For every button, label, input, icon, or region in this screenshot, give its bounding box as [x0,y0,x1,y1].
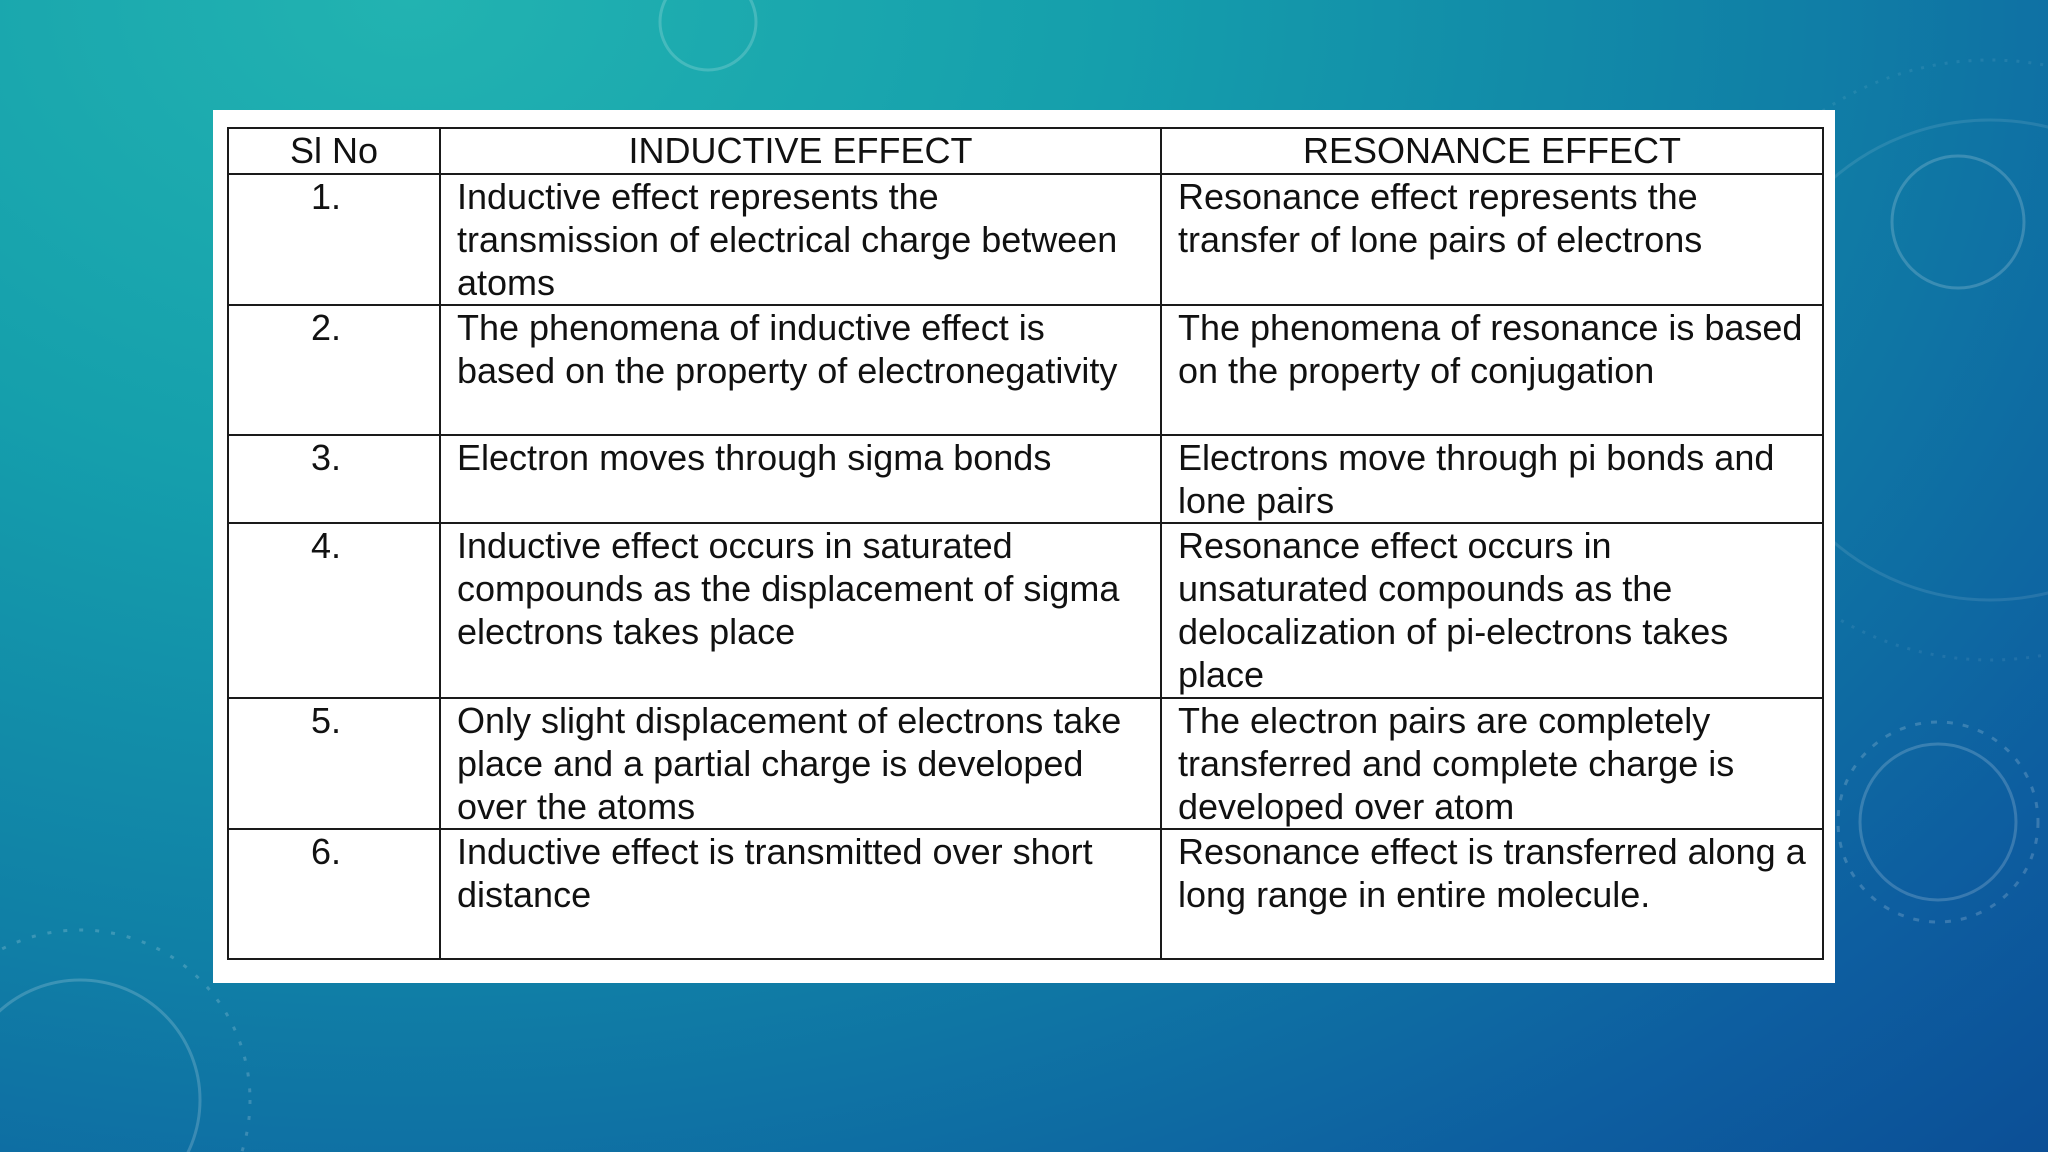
inductive-cell: Electron moves through sigma bonds [440,435,1161,523]
resonance-cell: The electron pairs are completely transferred and complete charge is developed over atom [1161,698,1823,829]
row-number: 1. [228,174,440,305]
inductive-cell: Inductive effect is transmitted over short distance [440,829,1161,959]
resonance-cell: Resonance effect is transferred along a long range in entire molecule. [1161,829,1823,959]
resonance-cell: The phenomena of resonance is based on the property of conjugation [1161,305,1823,435]
table-row [228,698,1823,829]
resonance-cell: Resonance effect represents the transfer of lone pairs of electrons [1161,174,1823,305]
header-sl-no: Sl No [228,128,440,174]
inductive-cell: Inductive effect represents the transmission of electrical charge between atoms [440,174,1161,305]
inductive-cell: The phenomena of inductive effect is based on the property of electronegativity [440,305,1161,435]
table-header-row [228,128,1823,174]
table-row [228,305,1823,435]
table-row [228,435,1823,523]
inductive-cell: Only slight displacement of electrons take place and a partial charge is developed over the atoms [440,698,1161,829]
table-row [228,523,1823,698]
resonance-cell: Electrons move through pi bonds and lone pairs [1161,435,1823,523]
row-number: 4. [228,523,440,698]
inductive-cell: Inductive effect occurs in saturated compounds as the displacement of sigma electrons takes place [440,523,1161,698]
table-row [228,174,1823,305]
row-number: 6. [228,829,440,959]
resonance-cell: Resonance effect occurs in unsaturated compounds as the delocalization of pi-electrons takes place [1161,523,1823,698]
row-number: 3. [228,435,440,523]
comparison-table [227,127,1824,960]
header-resonance-effect: RESONANCE EFFECT [1161,128,1823,174]
comparison-table-card [213,110,1835,983]
row-number: 2. [228,305,440,435]
row-number: 5. [228,698,440,829]
table-row [228,829,1823,959]
header-inductive-effect: INDUCTIVE EFFECT [440,128,1161,174]
